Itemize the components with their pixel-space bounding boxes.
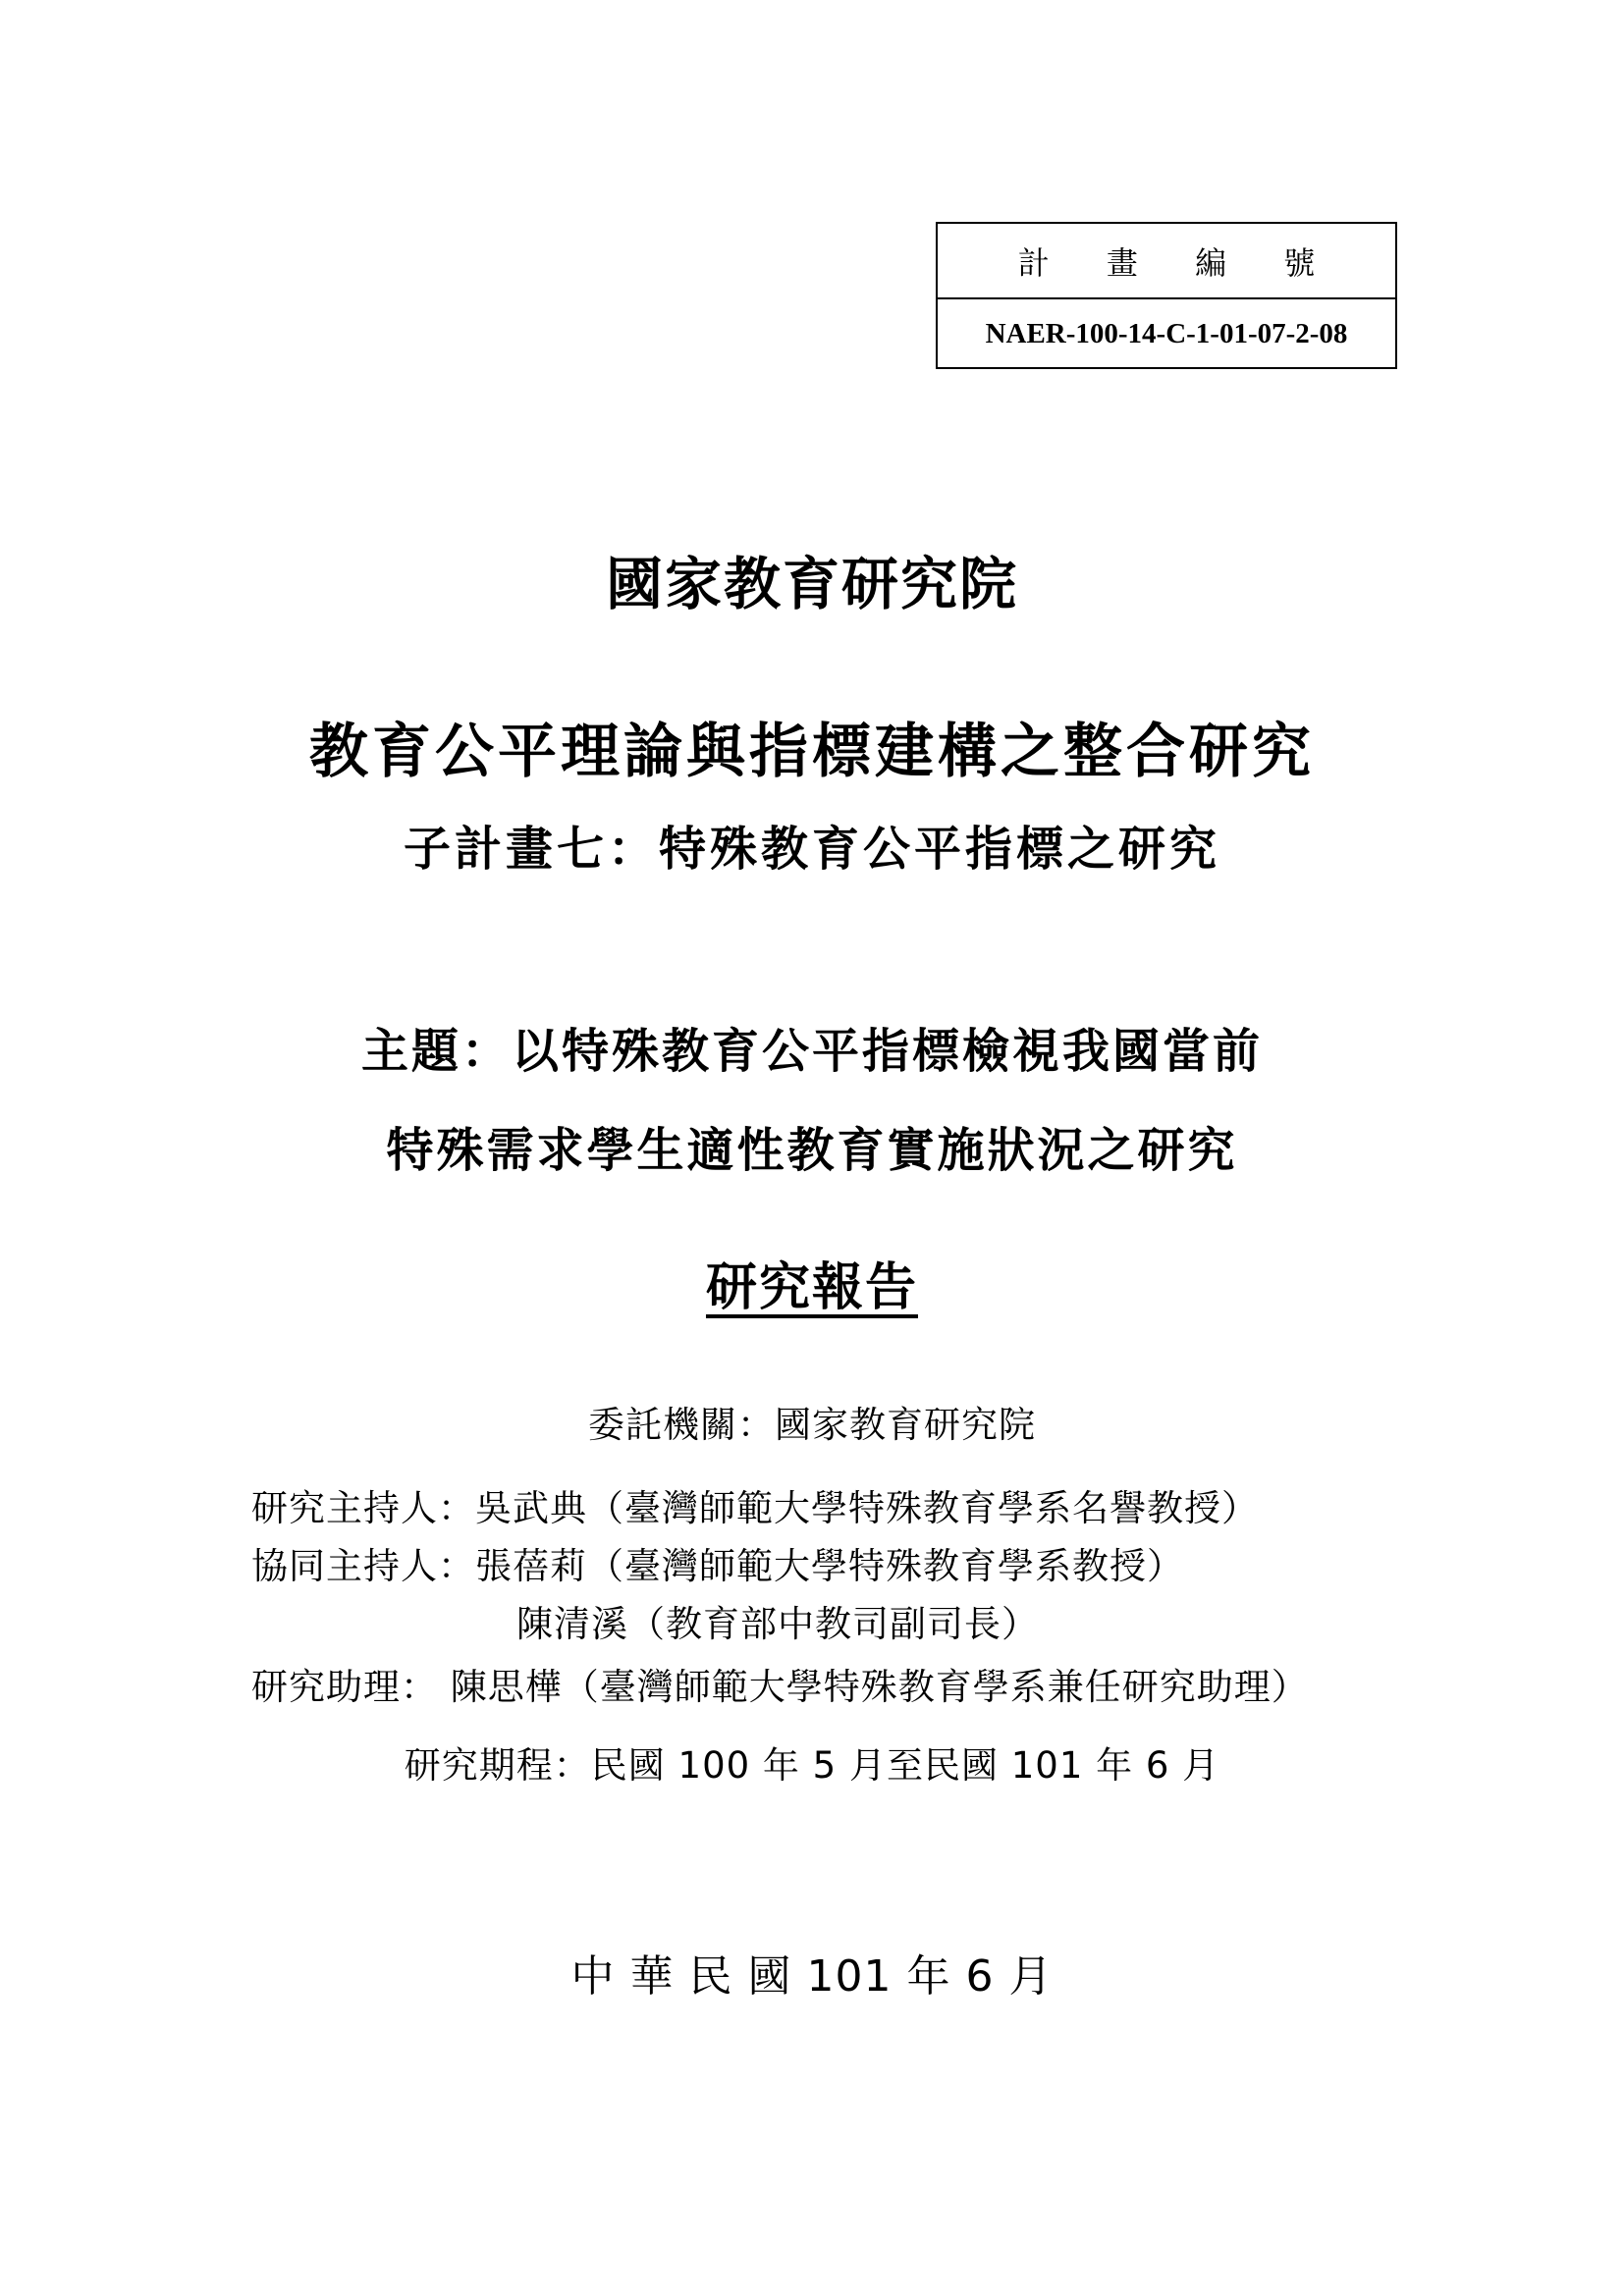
sub-project-title: 子計畫七：特殊教育公平指標之研究 <box>403 822 1220 877</box>
co-principal-investigator-1: 協同主持人：張蓓莉（臺灣師範大學特殊教育學系教授） <box>251 1545 1184 1587</box>
publication-date: 中 華 民 國 101 年 6 月 <box>570 1951 1054 2002</box>
principal-investigator: 研究主持人：吳武典（臺灣師範大學特殊教育學系名譽教授） <box>251 1487 1259 1529</box>
research-period: 研究期程：民國 100 年 5 月至民國 101 年 6 月 <box>404 1744 1220 1787</box>
institute-name: 國家教育研究院 <box>605 551 1018 617</box>
report-type-heading <box>0 1246 1624 1319</box>
topic-line-2: 特殊需求學生適性教育實施狀況之研究 <box>386 1123 1238 1178</box>
project-number-box <box>936 222 1397 369</box>
project-number-value: NAER-100-14-C-1-01-07-2-08 <box>985 318 1348 349</box>
report-type-text: 研究報告 <box>705 1258 918 1317</box>
topic-line-1: 主題：以特殊教育公平指標檢視我國當前 <box>360 1024 1263 1079</box>
commissioning-agency: 委託機關：國家教育研究院 <box>588 1404 1036 1446</box>
main-title: 教育公平理論與指標建構之整合研究 <box>309 718 1315 786</box>
research-assistant: 研究助理： 陳思樺（臺灣師範大學特殊教育學系兼任研究助理） <box>251 1666 1309 1708</box>
project-number-label: 計 畫 編 號 <box>938 224 1395 299</box>
co-principal-investigator-2: 陳清溪（教育部中教司副司長） <box>516 1603 1039 1645</box>
